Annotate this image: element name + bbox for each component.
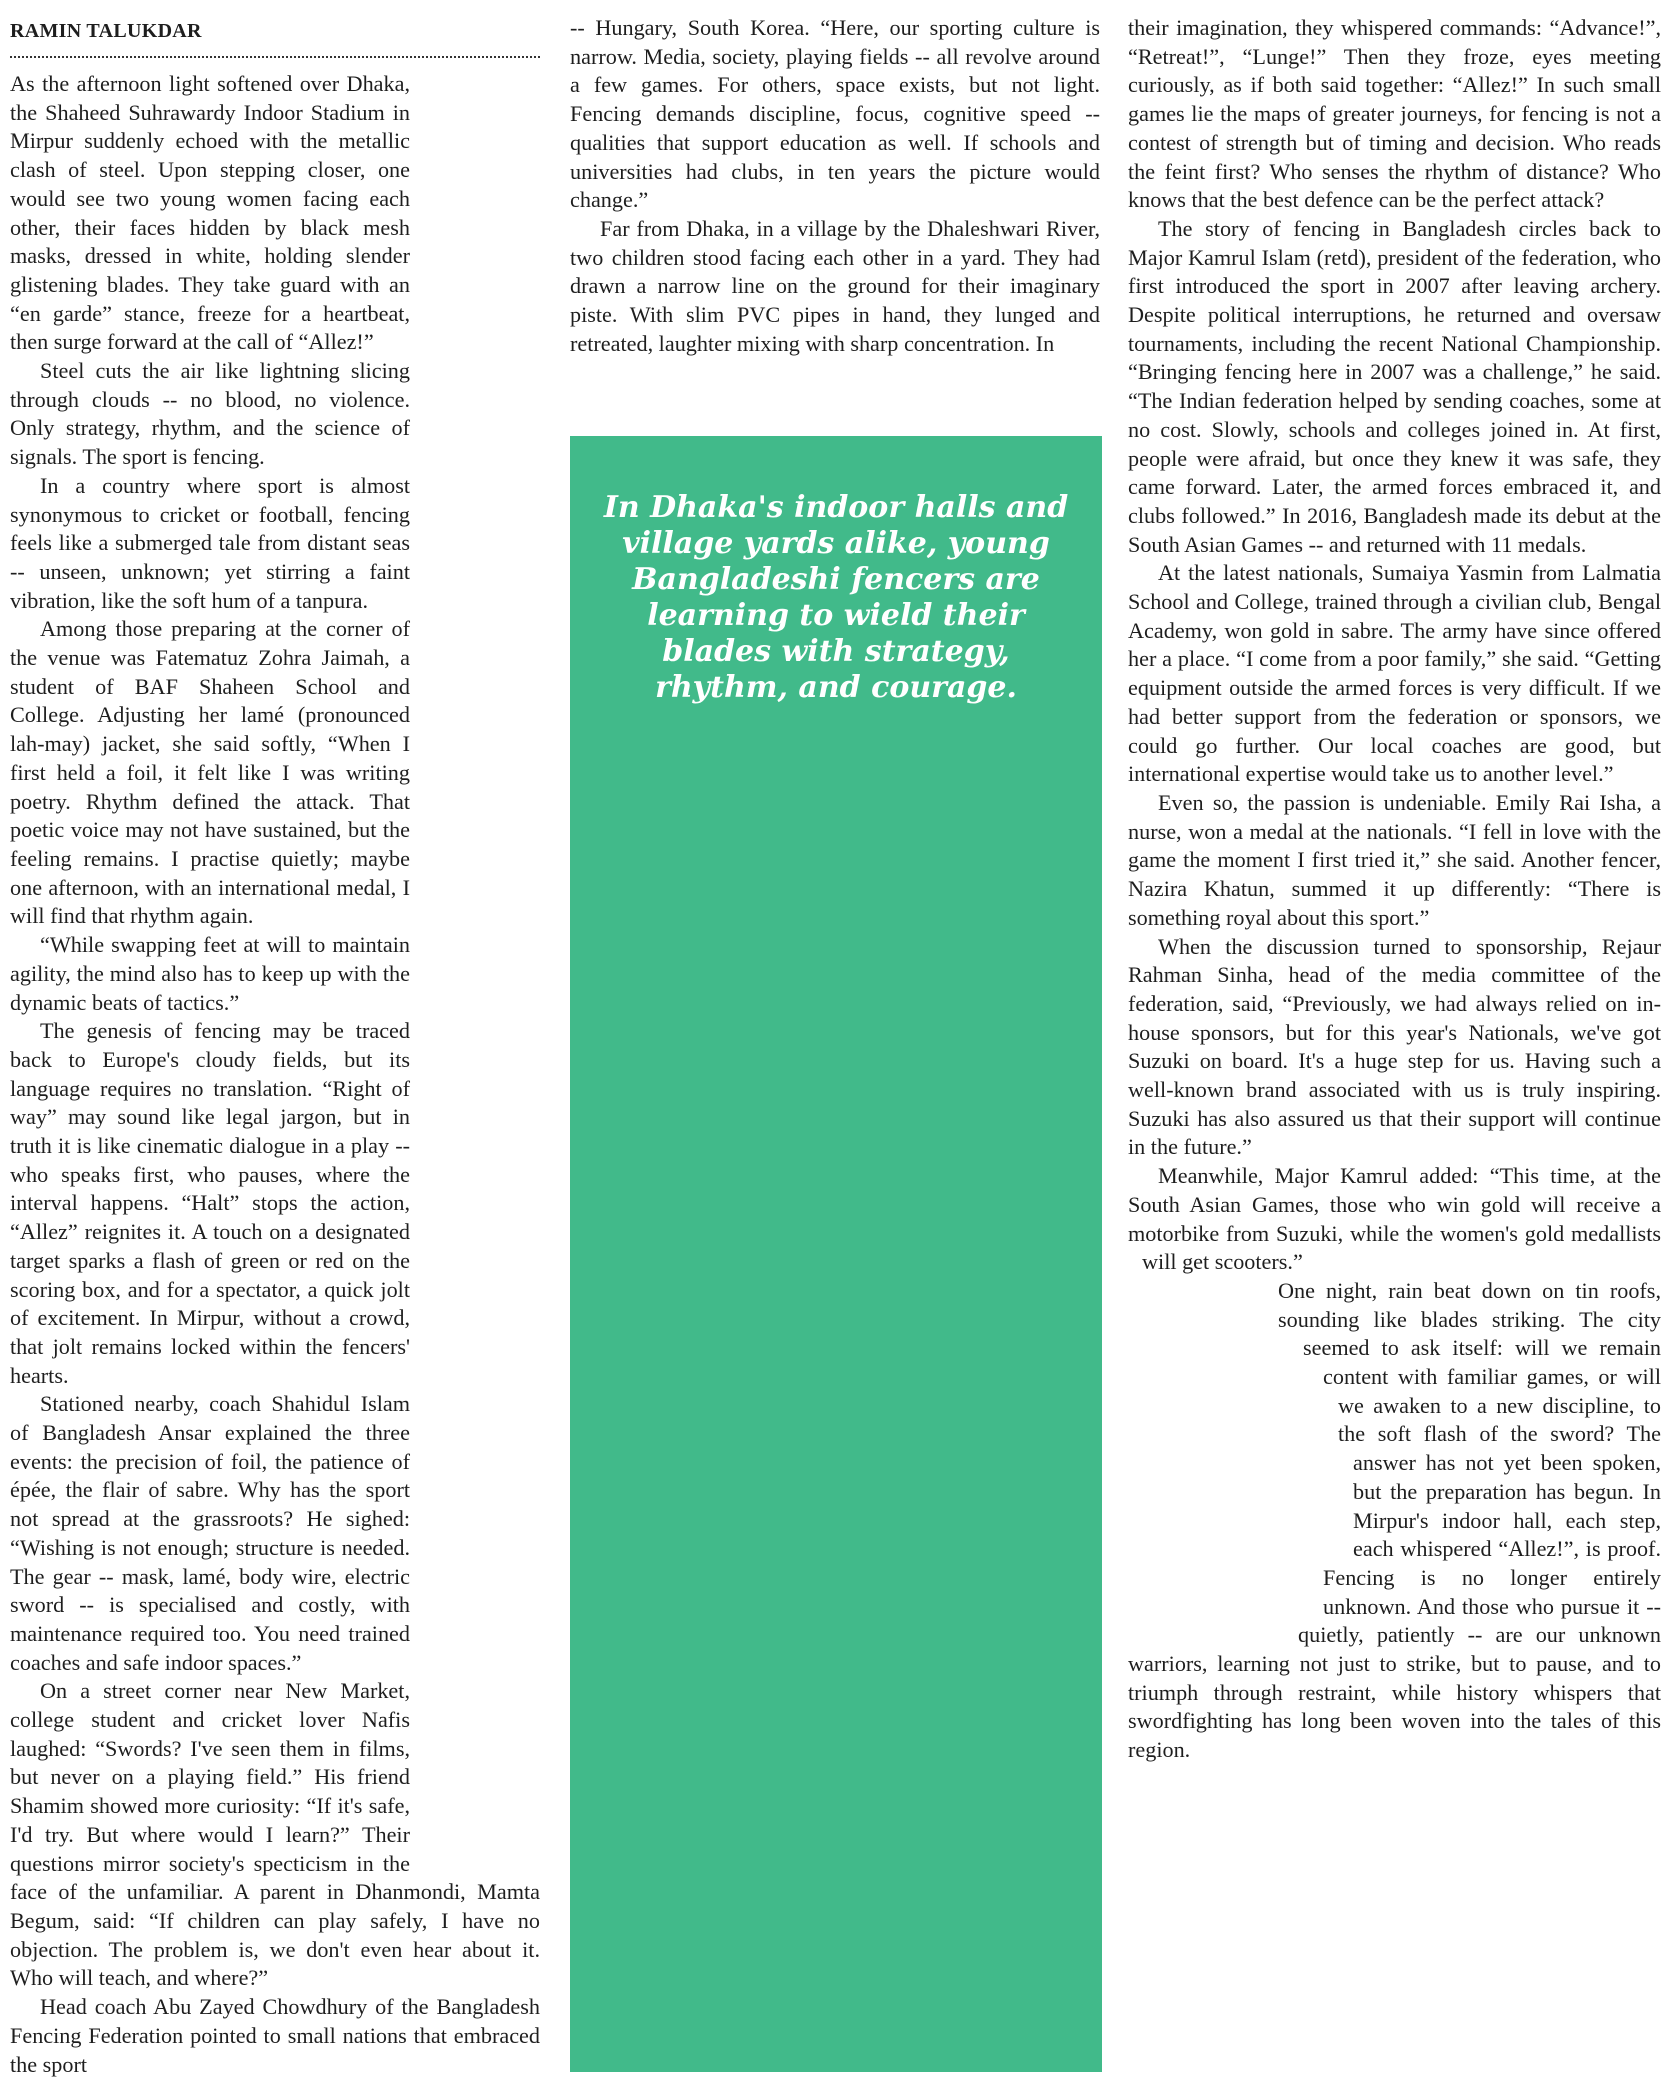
paragraph: The genesis of fencing may be traced back to Europe's cloudy fields, but its language requires no translation. “Right of way” may sound like legal jargon, but in truth it is like cinematic dialogue in a play -- who speaks first, who pauses, where the interval happens. “Halt” stops the action, “Allez” reignites it. A touch on a designated target sparks a flash of green or red on the scoring box, and for a spectator, a quick jolt of excitement. In Mirpur, without a crowd, that jolt remains locked within the fencers' hearts. — [10, 1018, 410, 1388]
paragraph: Far from Dhaka, in a village by the Dhaleshwari River, two children stood facing each other in a yard. They had drawn a narrow line on the ground for their imaginary piste. With slim PVC pipes in hand, they lunged and retreated, laughter mixing with sharp concentration. In — [570, 215, 1100, 356]
paragraph: One night, rain beat down on tin roofs, sounding like blades striking. The city seemed to ask itself: will we remain content with familiar games, or will we awaken to a new discipline, to the soft flash of the sword? The answer has not yet been spoken, but the preparation has begun. In Mirpur's indoor hall, each step, each whispered “Allez!”, is proof. Fencing is no longer entirely unknown. And those who pursue it -- quietly, patiently -- are our unknown warriors, learning not just to strike, but to pause, and to triumph through restraint, while history whispers that swordfighting has long been woven into the tales of this region. — [1128, 1277, 1661, 1763]
paragraph: Head coach Abu Zayed Chowdhury of the Bangladesh Fencing Federation pointed to small nations that embraced the sport — [10, 1994, 540, 2077]
pull-quote: In Dhaka's indoor halls and village yards alike, young Bangladeshi fencers are learning to wield their blades with strategy, rhythm, and courage. — [603, 490, 1069, 705]
article-column-1 — [10, 70, 540, 2085]
byline: RAMIN TALUKDAR — [10, 20, 202, 42]
paragraph: their imagination, they whispered commands: “Advance!”, “Retreat!”, “Lunge!” Then they froze, eyes meeting curiously, as if both said together: “Allez!” In such small games lie the maps of greater journeys, for fencing is not a contest of strength but of timing and decision. Who reads the feint first? Who senses the rhythm of distance? Who knows that the best defence can be the perfect attack? — [1128, 15, 1661, 213]
paragraph: When the discussion turned to sponsorship, Rejaur Rahman Sinha, head of the media committee of the federation, said, “Previously, we had always relied on in-house sponsors, but for this year's Nationals, we've got Suzuki on board. It's a huge step for us. Having such a well-known brand associated with us is truly inspiring. Suzuki has also assured us that their support will continue in the future.” — [1128, 933, 1661, 1160]
paragraph: -- Hungary, South Korea. “Here, our sporting culture is narrow. Media, society, playing fields -- all revolve around a few games. For others, space exists, but not light. Fencing demands discipline, focus, cognitive speed -- qualities that support education as well. If schools and universities had clubs, in ten years the picture would change.” — [570, 15, 1100, 213]
paragraph: Stationed nearby, coach Shahidul Islam of Bangladesh Ansar explained the three events: the precision of foil, the patience of épée, the flair of sabre. Why has the sport not spread at the grassroots? He sighed: “Wishing is not enough; structure is needed. The gear -- mask, lamé, body wire, electric sword -- is specialised and costly, with maintenance required too. You need trained coaches and safe indoor spaces.” — [10, 1391, 410, 1675]
article-column-3 — [1128, 14, 1661, 2089]
paragraph: Even so, the passion is undeniable. Emily Rai Isha, a nurse, won a medal at the nationals. “I fell in love with the game the moment I first tried it,” she said. Another fencer, Nazira Khatun, summed it up differently: “There is something royal about this sport.” — [1128, 789, 1661, 930]
paragraph: Among those preparing at the corner of the venue was Fatematuz Zohra Jaimah, a student of BAF Shaheen School and College. Adjusting her lamé (pronounced lah-may) jacket, she said softly, “When I first held a foil, it felt like I was writing poetry. Rhythm defined the attack. That poetic voice may not have sustained, but the feeling remains. I practise quietly; maybe one afternoon, with an international medal, I will find that rhythm again. — [10, 616, 410, 929]
paragraph: The story of fencing in Bangladesh circles back to Major Kamrul Islam (retd), president of the federation, who first introduced the sport in 2007 after leaving archery. Despite political interruptions, he returned and oversaw tournaments, including the recent National Championship. “Bringing fencing here in 2007 was a challenge,” he said. “The Indian federation helped by sending coaches, some at no cost. Slowly, schools and colleges joined in. At first, people were afraid, but once they knew it was safe, they came forward. Later, the armed forces embraced it, and clubs followed.” In 2016, Bangladesh made its debut at the South Asian Games -- and returned with 11 medals. — [1128, 215, 1661, 557]
paragraph: At the latest nationals, Sumaiya Yasmin from Lalmatia School and College, trained through a civilian club, Bengal Academy, won gold in sabre. The army have since offered her a place. “I come from a poor family,” she said. “Getting equipment outside the armed forces is very difficult. If we had better support from the federation or sponsors, we could go further. Our local coaches are good, but international expertise would take us to another level.” — [1128, 560, 1661, 787]
paragraph: Meanwhile, Major Kamrul added: “This time, at the South Asian Games, those who win gold will receive a motorbike from Suzuki, while the women's gold medallists will get scooters.” — [1128, 1163, 1661, 1275]
article-column-2 — [570, 14, 1100, 414]
paragraph: In a country where sport is almost synonymous to cricket or football, fencing feels like a submerged tale from distant seas -- unseen, unknown; yet stirring a faint vibration, like the soft hum of a tanpura. — [10, 472, 410, 613]
paragraph: Steel cuts the air like lightning slicing through clouds -- no blood, no violence. Only strategy, rhythm, and the science of signals. The sport is fencing. — [10, 358, 410, 470]
paragraph: On a street corner near New Market, college student and cricket lover Nafis laughed: “Swords? I've seen them in films, but never on a playing field.” His friend Shamim showed more curiosity: “If it's safe, I'd try. But where would I learn?” Their questions mirror society's specticism in the face of the unfamiliar. A parent in Dhanmondi, Mamta Begum, said: “If children can play safely, I have no objection. The problem is, we don't even hear about it. Who will teach, and where?” — [10, 1678, 540, 1991]
paragraph: As the afternoon light softened over Dhaka, the Shaheed Suhrawardy Indoor Stadium in Mirpur suddenly echoed with the metallic clash of steel. Upon stepping closer, one would see two young women facing each other, their faces hidden by black mesh masks, dressed in white, holding slender glistening blades. They take guard with an “en garde” stance, freeze for a heartbeat, then surge forward at the call of “Allez!” — [10, 71, 410, 355]
paragraph: “While swapping feet at will to maintain agility, the mind also has to keep up with the dynamic beats of tactics.” — [10, 932, 410, 1015]
byline-divider — [10, 56, 540, 58]
